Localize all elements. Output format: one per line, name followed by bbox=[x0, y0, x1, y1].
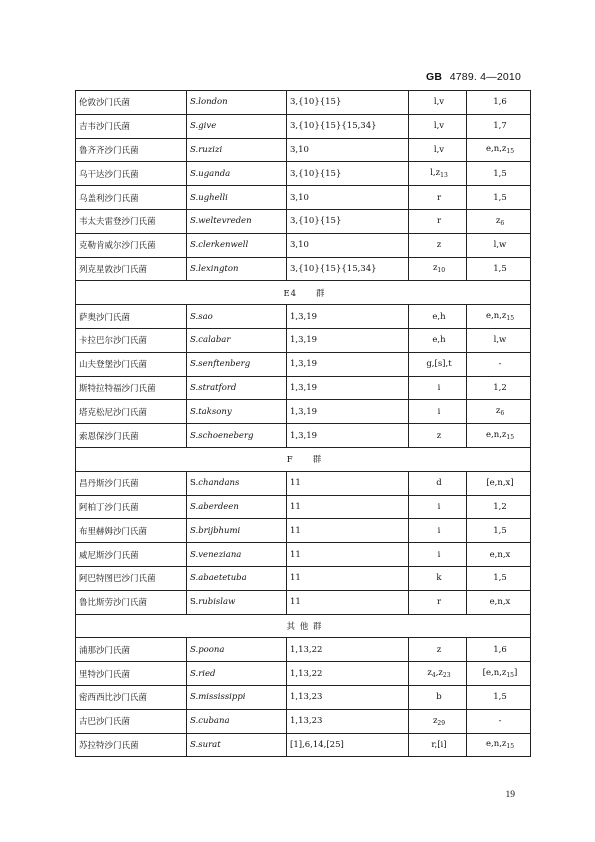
table-row bbox=[76, 590, 531, 614]
table-row bbox=[76, 424, 531, 448]
species-cell: S.london bbox=[187, 91, 287, 115]
o-antigen-cell: 1,3,19 bbox=[287, 400, 409, 424]
page-header bbox=[426, 71, 521, 83]
chinese-name-cell: 列克星敦沙门氏菌 bbox=[76, 257, 187, 281]
o-antigen-cell: 3,10 bbox=[287, 138, 409, 162]
chinese-name-cell: 古巴沙门氏菌 bbox=[76, 709, 187, 733]
h-phase1-cell: k bbox=[409, 566, 467, 590]
h-phase1-cell: e,h bbox=[409, 328, 467, 352]
h-phase2-cell: 1,5 bbox=[467, 257, 531, 281]
group-label: 其 他 群 bbox=[76, 614, 531, 638]
chinese-name-cell: 塔克松尼沙门氏菌 bbox=[76, 400, 187, 424]
species-name: calabar bbox=[198, 335, 231, 346]
group-header-row bbox=[76, 614, 531, 638]
species-name: brijbhumi bbox=[198, 525, 241, 536]
h-phase2-cell: 1,2 bbox=[467, 376, 531, 400]
chinese-name-cell: 鲁齐齐沙门氏菌 bbox=[76, 138, 187, 162]
species-cell: S.sao bbox=[187, 305, 287, 329]
table-row bbox=[76, 91, 531, 115]
h-phase1-cell: r bbox=[409, 209, 467, 233]
table-row bbox=[76, 495, 531, 519]
chinese-name-cell: 克勒肯威尔沙门氏菌 bbox=[76, 233, 187, 257]
h-phase2-cell: $e,n,z_{15}$ bbox=[467, 305, 531, 329]
chinese-name-cell: 山夫登堡沙门氏菌 bbox=[76, 352, 187, 376]
species-name: cubana bbox=[198, 716, 230, 727]
species-name: poona bbox=[198, 644, 225, 655]
species-cell: S.aberdeen bbox=[187, 495, 287, 519]
species-cell: S.poona bbox=[187, 638, 287, 662]
chinese-name-cell: 浦那沙门氏菌 bbox=[76, 638, 187, 662]
h-phase1-cell: i bbox=[409, 519, 467, 543]
chinese-name-cell: 里特沙门氏菌 bbox=[76, 662, 187, 686]
chinese-name-cell: 萨奥沙门氏菌 bbox=[76, 305, 187, 329]
o-antigen-cell: 11 bbox=[287, 590, 409, 614]
species-name: abaetetuba bbox=[198, 573, 247, 584]
o-antigen-cell: 11 bbox=[287, 471, 409, 495]
h-phase2-cell: 1,5 bbox=[467, 566, 531, 590]
h-phase2-cell: 1,2 bbox=[467, 495, 531, 519]
o-antigen-cell: 1,3,19 bbox=[287, 352, 409, 376]
species-cell: S.surat bbox=[187, 733, 287, 757]
table-row bbox=[76, 685, 531, 709]
chinese-name-cell: 索恩保沙门氏菌 bbox=[76, 424, 187, 448]
o-antigen-cell: 3,{10}{15} bbox=[287, 209, 409, 233]
chinese-name-cell: 乌干达沙门氏菌 bbox=[76, 162, 187, 186]
group-label: F 群 bbox=[76, 447, 531, 471]
species-name: uganda bbox=[198, 168, 231, 179]
species-name: sao bbox=[198, 311, 213, 322]
h-phase2-cell: 1,6 bbox=[467, 91, 531, 115]
species-cell: S.ried bbox=[187, 662, 287, 686]
table-row bbox=[76, 638, 531, 662]
h-phase2-cell: 1,6 bbox=[467, 638, 531, 662]
chinese-name-cell: 威尼斯沙门氏菌 bbox=[76, 543, 187, 567]
o-antigen-cell: 11 bbox=[287, 566, 409, 590]
table-row bbox=[76, 376, 531, 400]
table-row bbox=[76, 328, 531, 352]
chinese-name-cell: 韦太夫雷登沙门氏菌 bbox=[76, 209, 187, 233]
h-phase2-cell: 1,7 bbox=[467, 114, 531, 138]
h-phase1-cell: d bbox=[409, 471, 467, 495]
chinese-name-cell: 吉韦沙门氏菌 bbox=[76, 114, 187, 138]
group-header-row bbox=[76, 281, 531, 305]
table-row bbox=[76, 471, 531, 495]
table-row bbox=[76, 114, 531, 138]
h-phase1-cell: l,v bbox=[409, 91, 467, 115]
o-antigen-cell: 3,{10}{15}{15,34} bbox=[287, 257, 409, 281]
species-name: taksony bbox=[198, 406, 232, 417]
h-phase2-cell: $e,n,z_{15}$ bbox=[467, 138, 531, 162]
species-name: veneziana bbox=[198, 549, 242, 560]
page-number: 19 bbox=[505, 790, 515, 800]
species-name: give bbox=[198, 121, 217, 132]
h-phase1-cell: i bbox=[409, 400, 467, 424]
table-row bbox=[76, 566, 531, 590]
h-phase1-cell: $l,z_{13}$ bbox=[409, 162, 467, 186]
group-label: E4 群 bbox=[76, 281, 531, 305]
h-phase1-cell: i bbox=[409, 495, 467, 519]
table-row bbox=[76, 233, 531, 257]
o-antigen-cell: 1,13,23 bbox=[287, 685, 409, 709]
table-row bbox=[76, 257, 531, 281]
h-phase1-cell: r bbox=[409, 590, 467, 614]
species-cell: S.brijbhumi bbox=[187, 519, 287, 543]
species-name: aberdeen bbox=[198, 501, 239, 512]
species-cell: S.rubislaw bbox=[187, 590, 287, 614]
h-phase1-cell: b bbox=[409, 685, 467, 709]
table-row bbox=[76, 209, 531, 233]
chinese-name-cell: 乌盖利沙门氏菌 bbox=[76, 186, 187, 210]
h-phase2-cell: $e,n,z_{15}$ bbox=[467, 424, 531, 448]
h-phase1-cell: $z_{29}$ bbox=[409, 709, 467, 733]
table-row bbox=[76, 162, 531, 186]
species-name: mississippi bbox=[198, 692, 246, 703]
h-phase2-cell: e,n,x bbox=[467, 590, 531, 614]
h-phase2-cell: [e,n,x] bbox=[467, 471, 531, 495]
species-cell: S.lexington bbox=[187, 257, 287, 281]
h-phase2-cell: $e,n,z_{15}$ bbox=[467, 733, 531, 757]
table-row bbox=[76, 138, 531, 162]
table-row bbox=[76, 352, 531, 376]
o-antigen-cell: 3,10 bbox=[287, 233, 409, 257]
species-name: lexington bbox=[198, 263, 239, 274]
species-cell: S.cubana bbox=[187, 709, 287, 733]
table-row bbox=[76, 519, 531, 543]
chinese-name-cell: 密西西比沙门氏菌 bbox=[76, 685, 187, 709]
species-cell: S.calabar bbox=[187, 328, 287, 352]
h-phase2-cell: 1,5 bbox=[467, 685, 531, 709]
h-phase2-cell: 1,5 bbox=[467, 519, 531, 543]
chinese-name-cell: 鲁比斯劳沙门氏菌 bbox=[76, 590, 187, 614]
chinese-name-cell: 阿柏丁沙门氏菌 bbox=[76, 495, 187, 519]
table-row bbox=[76, 400, 531, 424]
h-phase1-cell: i bbox=[409, 543, 467, 567]
chinese-name-cell: 昌丹斯沙门氏菌 bbox=[76, 471, 187, 495]
o-antigen-cell: 11 bbox=[287, 519, 409, 543]
h-phase1-cell: $z_{10}$ bbox=[409, 257, 467, 281]
species-cell: S.ughelli bbox=[187, 186, 287, 210]
chinese-name-cell: 布里赫姆沙门氏菌 bbox=[76, 519, 187, 543]
o-antigen-cell: 11 bbox=[287, 495, 409, 519]
group-header-row bbox=[76, 447, 531, 471]
species-name: surat bbox=[198, 739, 221, 750]
species-name: london bbox=[198, 97, 228, 108]
h-phase1-cell: z bbox=[409, 638, 467, 662]
h-phase1-cell: l,v bbox=[409, 138, 467, 162]
standard-prefix: GB bbox=[426, 71, 443, 83]
species-cell: S.mississippi bbox=[187, 685, 287, 709]
table-row bbox=[76, 305, 531, 329]
h-phase2-cell: $[e,n,z_{15}]$ bbox=[467, 662, 531, 686]
o-antigen-cell: 1,3,19 bbox=[287, 305, 409, 329]
table-row bbox=[76, 662, 531, 686]
species-name: chandans bbox=[198, 478, 240, 489]
table-row bbox=[76, 733, 531, 757]
chinese-name-cell: 斯特拉特福沙门氏菌 bbox=[76, 376, 187, 400]
h-phase1-cell: l,v bbox=[409, 114, 467, 138]
o-antigen-cell: 11 bbox=[287, 543, 409, 567]
h-phase1-cell: z bbox=[409, 233, 467, 257]
species-name: weltevreden bbox=[198, 216, 252, 227]
h-phase2-cell: $z_6$ bbox=[467, 209, 531, 233]
h-phase2-cell: 1,5 bbox=[467, 186, 531, 210]
table-row bbox=[76, 186, 531, 210]
chinese-name-cell: 苏拉特沙门氏菌 bbox=[76, 733, 187, 757]
h-phase1-cell: r bbox=[409, 186, 467, 210]
h-phase2-cell: e,n,x bbox=[467, 543, 531, 567]
species-name: ried bbox=[198, 668, 216, 679]
chinese-name-cell: 伦敦沙门氏菌 bbox=[76, 91, 187, 115]
o-antigen-cell: 1,3,19 bbox=[287, 376, 409, 400]
h-phase2-cell: $z_6$ bbox=[467, 400, 531, 424]
h-phase1-cell: e,h bbox=[409, 305, 467, 329]
species-name: senftenberg bbox=[198, 359, 251, 370]
o-antigen-cell: 3,10 bbox=[287, 186, 409, 210]
species-name: ughelli bbox=[198, 192, 228, 203]
h-phase2-cell: - bbox=[467, 709, 531, 733]
species-cell: S.taksony bbox=[187, 400, 287, 424]
species-cell: S.schoeneberg bbox=[187, 424, 287, 448]
species-cell: S.stratford bbox=[187, 376, 287, 400]
species-cell: S.abaetetuba bbox=[187, 566, 287, 590]
o-antigen-cell: 1,13,23 bbox=[287, 709, 409, 733]
o-antigen-cell: 1,13,22 bbox=[287, 662, 409, 686]
h-phase1-cell: z bbox=[409, 424, 467, 448]
o-antigen-cell: 1,13,22 bbox=[287, 638, 409, 662]
species-cell: S.chandans bbox=[187, 471, 287, 495]
species-cell: S.senftenberg bbox=[187, 352, 287, 376]
h-phase2-cell: l,w bbox=[467, 328, 531, 352]
h-phase2-cell: - bbox=[467, 352, 531, 376]
o-antigen-cell: 3,{10}{15} bbox=[287, 162, 409, 186]
o-antigen-cell: 3,{10}{15}{15,34} bbox=[287, 114, 409, 138]
o-antigen-cell: 1,3,19 bbox=[287, 328, 409, 352]
chinese-name-cell: 卡拉巴尔沙门氏菌 bbox=[76, 328, 187, 352]
o-antigen-cell: 1,3,19 bbox=[287, 424, 409, 448]
table-row bbox=[76, 709, 531, 733]
species-cell: S.uganda bbox=[187, 162, 287, 186]
table-row bbox=[76, 543, 531, 567]
h-phase1-cell: r,[i] bbox=[409, 733, 467, 757]
h-phase2-cell: l,w bbox=[467, 233, 531, 257]
species-name: rubislaw bbox=[198, 597, 236, 608]
serotype-table bbox=[75, 90, 531, 757]
species-name: clerkenwell bbox=[198, 240, 249, 251]
species-cell: S.clerkenwell bbox=[187, 233, 287, 257]
chinese-name-cell: 阿巴特图巴沙门氏菌 bbox=[76, 566, 187, 590]
species-cell: S.weltevreden bbox=[187, 209, 287, 233]
species-cell: S.veneziana bbox=[187, 543, 287, 567]
h-phase1-cell: $z_4,z_{23}$ bbox=[409, 662, 467, 686]
o-antigen-cell: [1],6,14,[25] bbox=[287, 733, 409, 757]
species-cell: S.ruzizi bbox=[187, 138, 287, 162]
standard-code: 4789. 4—2010 bbox=[449, 71, 521, 83]
species-name: ruzizi bbox=[198, 144, 223, 155]
species-cell: S.give bbox=[187, 114, 287, 138]
h-phase1-cell: g,[s],t bbox=[409, 352, 467, 376]
species-name: schoeneberg bbox=[198, 430, 254, 441]
species-name: stratford bbox=[198, 382, 237, 393]
h-phase2-cell: 1,5 bbox=[467, 162, 531, 186]
h-phase1-cell: i bbox=[409, 376, 467, 400]
o-antigen-cell: 3,{10}{15} bbox=[287, 91, 409, 115]
